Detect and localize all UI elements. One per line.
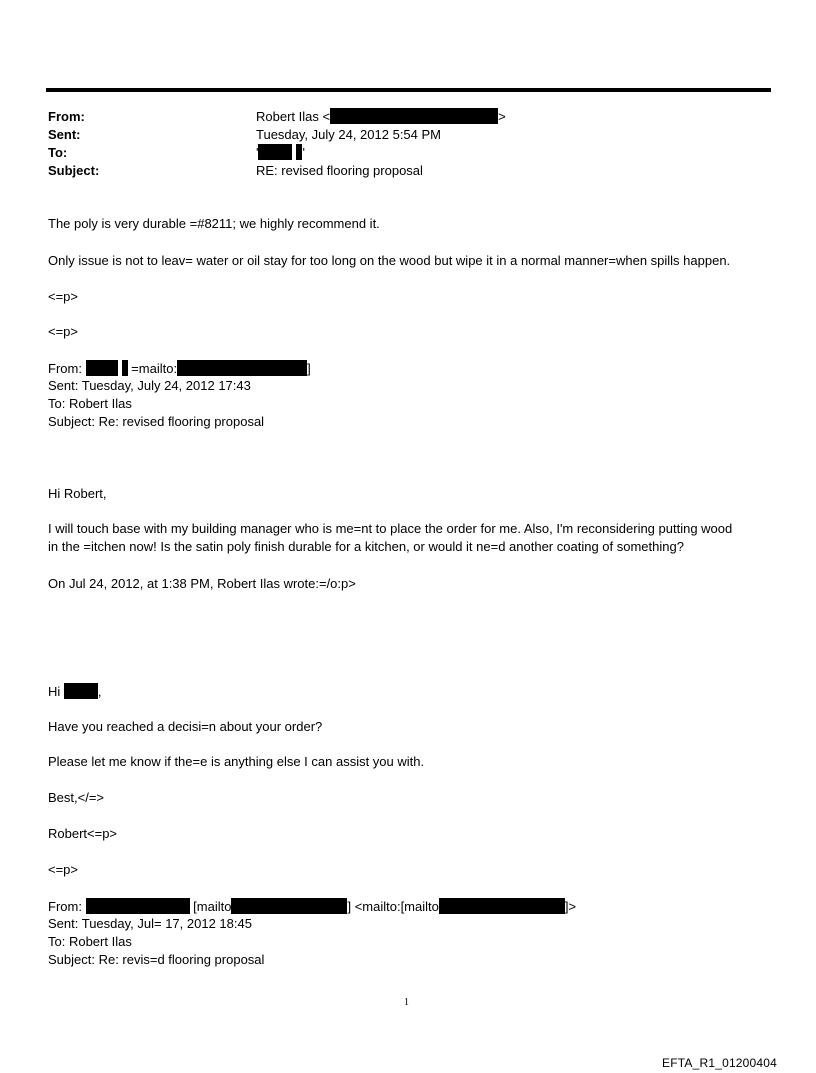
redaction-block — [64, 683, 98, 699]
body-line: Have you reached a decisi=n about your order? — [48, 719, 323, 734]
redaction-block — [439, 898, 565, 914]
greeting-comma: , — [97, 684, 102, 699]
signature: Robert<=p> — [48, 826, 118, 841]
redaction-block — [177, 360, 307, 376]
redaction-block — [231, 898, 347, 914]
body-line: <=p> — [48, 289, 79, 304]
to-value — [256, 144, 305, 160]
from-name: Robert Ilas < — [256, 109, 331, 124]
quoted-from-prefix: From: — [48, 899, 86, 914]
from-label: From: — [48, 109, 85, 124]
header-divider — [46, 88, 771, 92]
quoted-to: To: Robert Ilas — [48, 934, 132, 949]
quoted-sent: Sent: Tuesday, Jul= 17, 2012 18:45 — [48, 916, 252, 931]
from-value — [256, 108, 506, 124]
quoted-from — [48, 898, 576, 915]
quoted-from-close: ] — [307, 361, 311, 376]
quoted-from-mailto: ] <mailto:[mailto — [347, 899, 439, 914]
sent-value: Tuesday, July 24, 2012 5:54 PM — [256, 127, 441, 142]
quoted-from-prefix: From: — [48, 361, 86, 376]
redaction-block — [86, 360, 118, 376]
body-line: I will touch base with my building manager who is me=nt to place the order for me. Also, I'm reconsidering putting wood — [48, 521, 733, 536]
greeting-hi: Hi — [48, 684, 64, 699]
redaction-block — [86, 898, 190, 914]
body-line: Please let me know if the=e is anything else I can assist you with. — [48, 754, 425, 769]
body-line: The poly is very durable =#8211; we highly recommend it. — [48, 216, 380, 231]
quoted-subject: Subject: Re: revised flooring proposal — [48, 414, 265, 429]
body-line: <=p> — [48, 324, 79, 339]
redaction-block — [258, 144, 292, 160]
subject-value: RE: revised flooring proposal — [256, 163, 423, 178]
quoted-from — [48, 360, 311, 377]
greeting: Hi Robert, — [48, 486, 107, 501]
body-line: Only issue is not to leav= water or oil stay for too long on the wood but wipe it in a normal manner=when spills happen. — [48, 253, 731, 268]
document-id: EFTA_R1_01200404 — [662, 1056, 778, 1070]
quoted-subject: Subject: Re: revis=d flooring proposal — [48, 952, 265, 967]
body-line: in the =itchen now! Is the satin poly finish durable for a kitchen, or would it ne=d another coating of something? — [48, 539, 684, 554]
sign-off: Best,</=> — [48, 790, 105, 805]
page-number: 1 — [404, 997, 409, 1008]
quoted-sent: Sent: Tuesday, July 24, 2012 17:43 — [48, 378, 251, 393]
to-label: To: — [48, 145, 68, 160]
subject-label: Subject: — [48, 163, 100, 178]
quoted-to: To: Robert Ilas — [48, 396, 132, 411]
wrote-line: On Jul 24, 2012, at 1:38 PM, Robert Ilas wrote:=/o:p> — [48, 576, 356, 591]
quoted-from-mailto: [mailto — [189, 899, 232, 914]
quoted-from-mailto: =mailto: — [127, 361, 178, 376]
quoted-from-close: ]> — [564, 899, 577, 914]
redaction-block — [330, 108, 498, 124]
to-close: ' — [302, 145, 305, 160]
from-close: > — [498, 109, 506, 124]
sent-label: Sent: — [48, 127, 81, 142]
body-line: <=p> — [48, 862, 79, 877]
greeting — [48, 683, 102, 700]
to-open: ' — [256, 145, 259, 160]
